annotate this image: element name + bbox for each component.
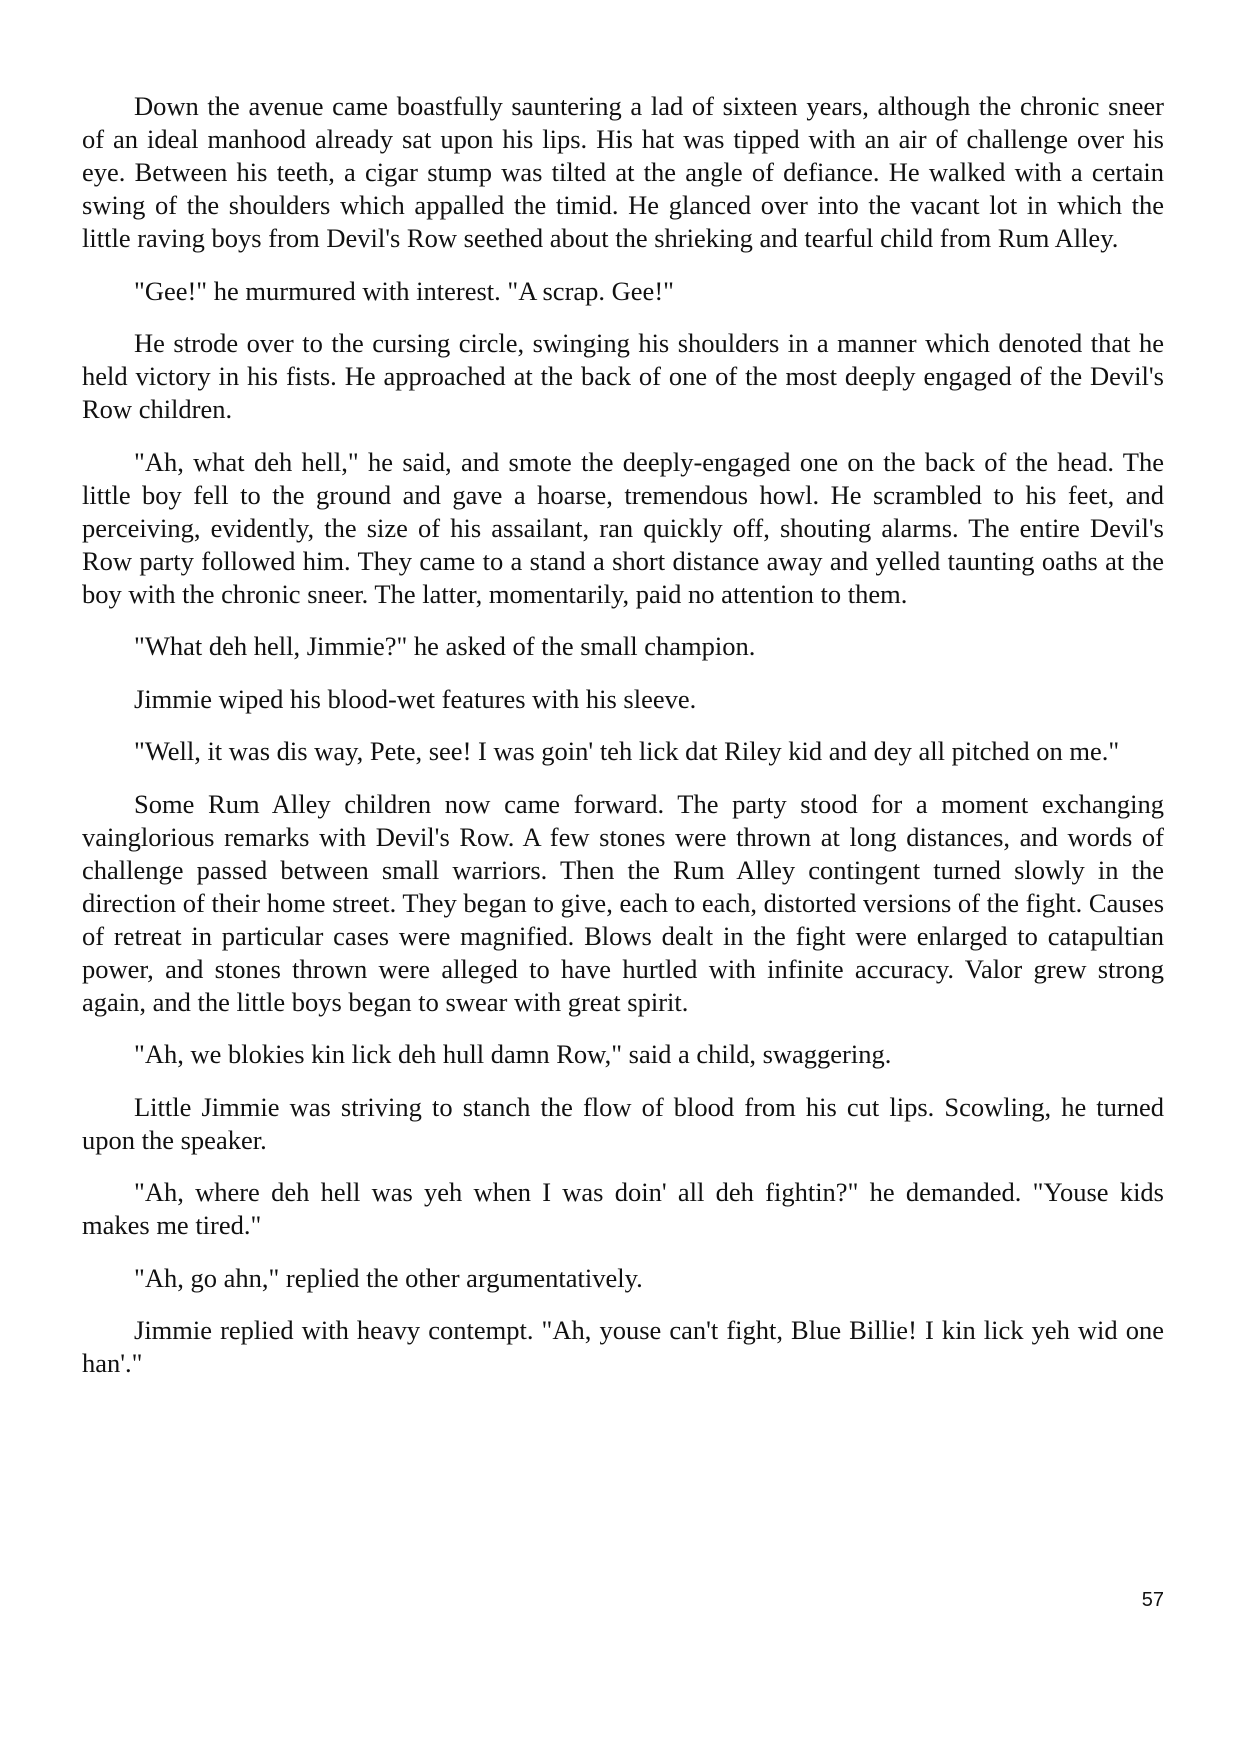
paragraph-4: "Ah, what deh hell," he said, and smote the deeply-engaged one on the back of the head. The little boy fell to the ground and gave a hoarse, tremendous howl. He scrambled to his feet, and perceiving, evidently, the size of his assailant, ran quickly off, shouting alarms. The entire Devil's Row party followed him. They came to a stand a short distance away and yelled taunting oaths at the boy with the chronic sneer. The latter, momentarily, paid no attention to them. xyxy=(82,446,1164,609)
paragraph-12: "Ah, go ahn," replied the other argumentatively. xyxy=(134,1262,643,1293)
paragraph-3: He strode over to the cursing circle, swinging his shoulders in a manner which denoted that he held victory in his fists. He approached at the back of one of the most deeply engaged of the Devil's Row children. xyxy=(82,328,1164,424)
paragraph-13: Jimmie replied with heavy contempt. "Ah, youse can't fight, Blue Billie! I kin lick yeh wid one han'." xyxy=(82,1315,1164,1378)
paragraph-8: Some Rum Alley children now came forward. The party stood for a moment exchanging vainglorious remarks with Devil's Row. A few stones were thrown at long distances, and words of challenge passed between small warriors. Then the Rum Alley contingent turned slowly in the direction of their home street. They began to give, each to each, distorted versions of the fight. Causes of retreat in particular cases were magnified. Blows dealt in the fight were enlarged to catapultian power, and stones thrown were alleged to have hurtled with infinite accuracy. Valor grew strong again, and the little boys began to swear with great spirit. xyxy=(82,788,1165,1017)
page-number: 57 xyxy=(1141,1589,1164,1611)
paragraph-6: Jimmie wiped his blood-wet features with his sleeve. xyxy=(134,683,697,714)
paragraph-1: Down the avenue came boastfully sauntering a lad of sixteen years, although the chronic sneer of an ideal manhood already sat upon his lips. His hat was tipped with an air of challenge over his eye. Between his teeth, a cigar stump was tilted at the angle of defiance. He walked with a certain swing of the shoulders which appalled the timid. He glanced over into the vacant lot in which the little raving boys from Devil's Row seethed about the shrieking and tearful child from Rum Alley. xyxy=(82,91,1164,253)
paragraph-11: "Ah, where deh hell was yeh when I was doin' all deh fightin?" he demanded. "Youse kids makes me tired." xyxy=(82,1177,1164,1240)
paragraph-7: "Well, it was dis way, Pete, see! I was goin' teh lick dat Riley kid and dey all pitched on me." xyxy=(134,736,1120,766)
paragraph-2: "Gee!" he murmured with interest. "A scrap. Gee!" xyxy=(134,275,674,306)
body-text xyxy=(82,90,1164,1400)
paragraph-9: "Ah, we blokies kin lick deh hull damn Row," said a child, swaggering. xyxy=(134,1039,892,1069)
paragraph-10: Little Jimmie was striving to stanch the flow of blood from his cut lips. Scowling, he turned upon the speaker. xyxy=(82,1091,1164,1155)
paragraph-5: "What deh hell, Jimmie?" he asked of the small champion. xyxy=(134,631,756,661)
